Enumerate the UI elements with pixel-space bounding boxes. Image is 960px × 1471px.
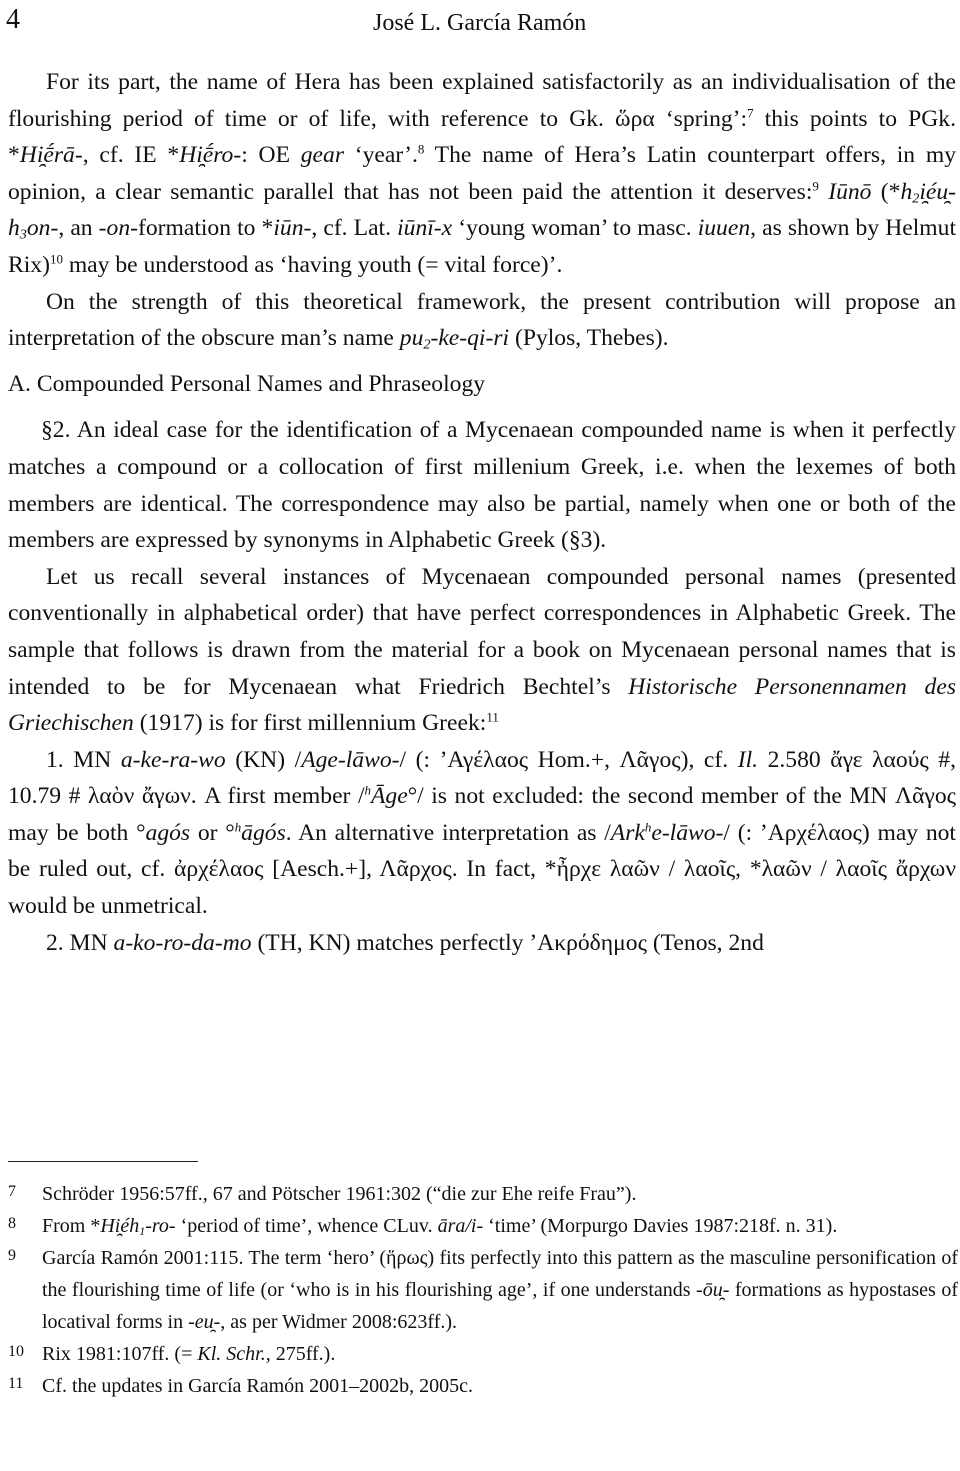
- text: / (: ’Αρχέλαος) may not be ruled out, cf. ἀρχέλαος [Aesch.+], Λᾶρχος. In fact, *ἦρχε λαῶν / λαοῖς, *λαῶν / λαοῖς ἄρχων would be unmetrical.: [8, 819, 956, 920]
- subscript: 1: [139, 1224, 146, 1238]
- text: §2. An ideal case for the identification of a Mycenaean compounded name is when it perfectly matches a compound or a collocation of first millenium Greek, i.e. when the lexemes of both members are identical. The correspondence may also be partial, namely when one or both of the members are expressed by synonyms in Alphabetic Greek (§3).: [8, 417, 956, 554]
- text: (TH, KN) matches perfectly ’Ακρόδημος (Tenos, 2nd: [251, 929, 764, 956]
- text: For its part, the name of Hera has been explained satisfactorily as an individualisation of the flourishing period of time or of life, with reference to Gk. ὥρα ‘spring’:: [8, 69, 956, 132]
- subscript: 2: [912, 190, 920, 207]
- italic-text: Hi̯éh: [100, 1215, 140, 1237]
- text: Let us recall several instances of Mycenaean compounded personal names (presented conventionally in alphabetical order) that have perfect correspondences in Alphabetic Greek. The sample that follows is drawn from the material for a book on Mycenaean personal names that is intended to be for Mycenaean what Friedrich Bechtel’s: [8, 563, 956, 700]
- paragraph-4: [8, 559, 956, 742]
- italic-text: iūnī-x: [397, 215, 453, 242]
- footnote-number: 11: [8, 1375, 24, 1392]
- italic-text: i̯éu̯-h: [8, 178, 957, 242]
- italic-text: āgós: [241, 819, 286, 846]
- text: (*: [871, 178, 901, 205]
- paragraph-5: [8, 742, 956, 925]
- text: °/ is not excluded: the second member of the MN Λᾶγος may be both °: [8, 783, 956, 846]
- footnotes: [8, 1178, 958, 1402]
- text: , as shown by Helmut Rix): [8, 215, 956, 278]
- text: ‘young woman’ to masc.: [452, 215, 698, 242]
- italic-text: a-ke-ra-wo: [120, 746, 226, 773]
- paragraph-2: [8, 284, 956, 357]
- italic-text: iuuen: [697, 215, 751, 242]
- text: The name of Hera’s Latin counterpart offers, in my opinion, a clear semantic parallel that has not been paid the attention it deserves:: [8, 142, 956, 205]
- footnote-separator: [8, 1161, 198, 1162]
- text: ‘time’ (Morpurgo Davies 1987:218f. n. 31).: [483, 1215, 838, 1237]
- italic-text: Hi̯ḗro-: [179, 142, 242, 169]
- text: Schröder 1956:57ff., 67 and Pötscher 1961:302 (“die zur Ehe reife Frau”).: [42, 1183, 637, 1205]
- italic-text: h: [900, 178, 913, 205]
- text: formations as hypostases of locatival forms in -: [42, 1279, 959, 1333]
- footnote-9: [8, 1242, 958, 1338]
- italic-text: Āge: [371, 783, 408, 810]
- text: : OE: [241, 142, 301, 169]
- footnote-11: [8, 1370, 958, 1402]
- italic-text: -ro-: [145, 1215, 176, 1237]
- italic-text: Iūnō: [828, 178, 872, 205]
- italic-text: Age-lāwo-: [301, 746, 400, 773]
- text: , cf. IE *: [82, 142, 180, 169]
- text: 1. MN: [46, 746, 121, 773]
- italic-text: gear: [300, 142, 344, 169]
- footnote-10: [8, 1338, 958, 1370]
- italic-text: a-ko-ro-da-mo: [113, 929, 252, 956]
- text: 2.580 ἄγε λαούς #, 10.79 # λαὸν ἄγων. A first member /: [8, 746, 957, 810]
- subscript: 3: [19, 226, 27, 243]
- text: (1917) is for first millennium Greek:: [133, 710, 487, 737]
- text: , as per Widmer 2008:623ff.).: [220, 1311, 458, 1333]
- footnote-7: [8, 1178, 958, 1210]
- footnote-ref-8: 8: [417, 141, 425, 157]
- italic-text: on: [106, 215, 131, 242]
- text: From *: [42, 1215, 101, 1237]
- running-head: José L. García Ramón: [373, 10, 587, 36]
- subscript: 2: [423, 336, 431, 353]
- italic-text: pu: [399, 325, 424, 352]
- text: or °: [190, 819, 235, 846]
- italic-text: eu̯-: [194, 1311, 221, 1333]
- text: Rix 1981:107ff. (=: [42, 1343, 198, 1365]
- text: 2. MN: [46, 929, 114, 956]
- superscript: h: [234, 819, 242, 835]
- italic-text: Ark: [610, 819, 645, 846]
- text: García Ramón 2001:115. The term ‘hero’ (ἥρως) fits perfectly into this pattern as the masculine personification of the flourishing time of life (or ‘who is in his flourishing age’, if one understands -: [42, 1247, 958, 1301]
- italic-text: Il.: [737, 746, 759, 773]
- italic-text: -ke-qi-ri: [430, 325, 510, 352]
- italic-text: Hi̯ḗrā-: [19, 142, 83, 169]
- footnote-number: 7: [8, 1183, 16, 1200]
- text: (Pylos, Thebes).: [509, 325, 669, 352]
- footnote-number: 9: [8, 1247, 16, 1264]
- italic-text: āra/i-: [437, 1215, 484, 1237]
- text: On the strength of this theoretical framework, the present contribution will propose an interpretation of the obscure man’s name: [8, 288, 956, 352]
- footnote-number: 8: [8, 1215, 16, 1232]
- footnote-ref-9: 9: [812, 178, 819, 194]
- text: , 275ff.).: [265, 1343, 336, 1365]
- section-heading: A. Compounded Personal Names and Phraseology: [8, 370, 486, 397]
- italic-text: ōu̯-: [702, 1279, 730, 1301]
- text: , an -: [58, 215, 107, 242]
- superscript: h: [364, 782, 371, 798]
- italic-text: iūn-: [273, 215, 312, 242]
- text: Cf. the updates in García Ramón 2001–2002b, 2005c.: [42, 1375, 474, 1397]
- paragraph-6: [8, 925, 956, 962]
- text: / (: ’Αγέλαος Hom.+, Λᾶγος), cf.: [399, 746, 738, 773]
- footnote-number: 10: [8, 1343, 24, 1360]
- text: ‘period of time’, whence CLuv.: [175, 1215, 438, 1237]
- text: this points to PGk. *: [8, 105, 956, 169]
- italic-text: e-lāwo-: [651, 819, 724, 846]
- italic-text: on-: [26, 215, 59, 242]
- superscript: h: [644, 819, 652, 835]
- italic-text: Historische Personennamen des Griechischen: [8, 673, 956, 737]
- paragraph-1: [8, 64, 956, 284]
- text: may be understood as ‘having youth (= vital force)’.: [62, 251, 563, 278]
- footnote-ref-7: 7: [747, 105, 754, 121]
- text: (KN) /: [225, 746, 302, 773]
- text: , cf. Lat.: [311, 215, 398, 242]
- text: ‘year’.: [344, 142, 418, 169]
- paragraph-3: [8, 412, 956, 558]
- footnote-ref-11: 11: [486, 709, 499, 725]
- text: . An alternative interpretation as /: [285, 819, 611, 846]
- italic-text: agós: [145, 819, 191, 846]
- body-text: [8, 64, 956, 961]
- footnote-ref-10: 10: [49, 251, 63, 267]
- page-number: 4: [6, 4, 20, 35]
- footnote-8: [8, 1210, 958, 1242]
- page-header: [6, 4, 960, 38]
- text: -formation to *: [130, 215, 274, 242]
- text: [819, 179, 828, 205]
- italic-text: Kl. Schr.: [197, 1343, 266, 1365]
